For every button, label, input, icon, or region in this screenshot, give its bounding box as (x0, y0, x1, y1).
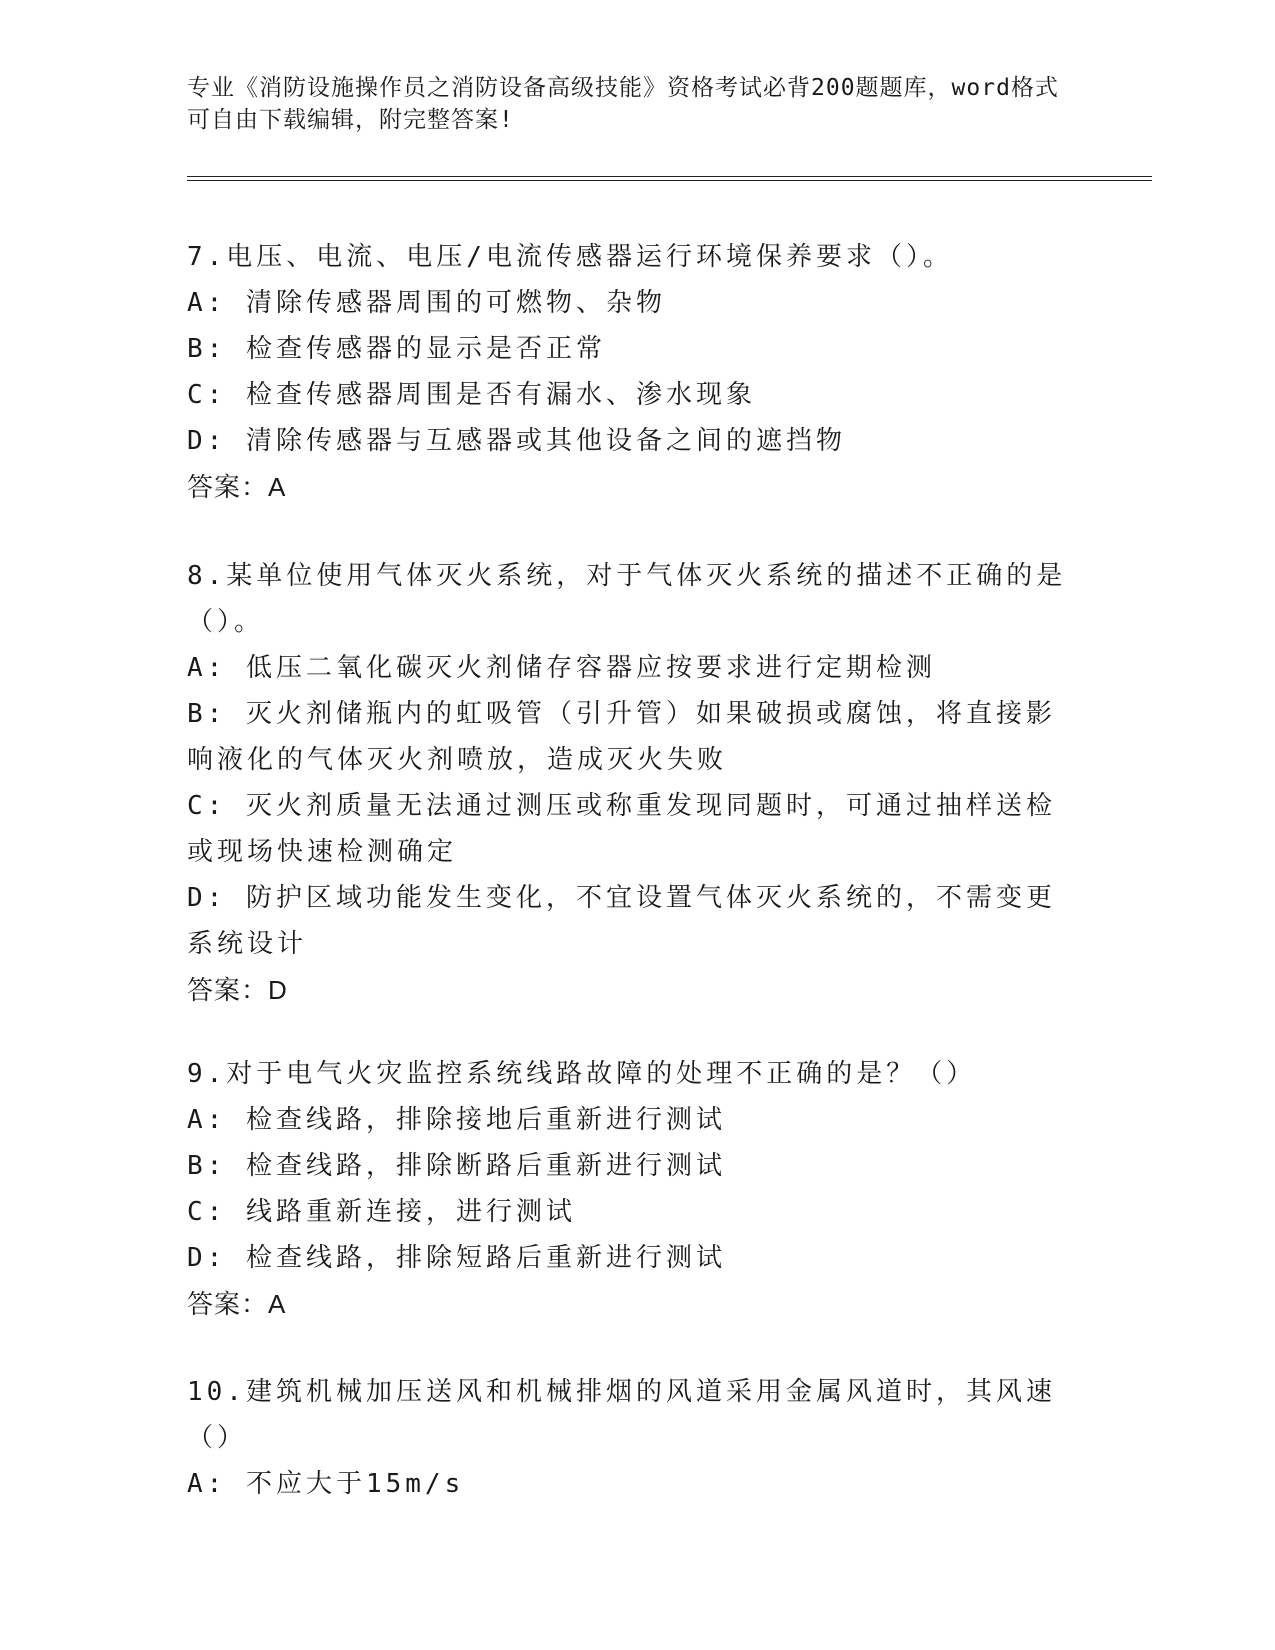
document-header (187, 72, 1077, 136)
option-b: B: 检查传感器的显示是否正常 (187, 334, 606, 364)
option-d: D: 防护区域功能发生变化，不宜设置气体灭火系统的，不需变更系统设计 (187, 883, 1056, 959)
answer: 答案：A (187, 1289, 287, 1319)
option-b: B: 检查线路，排除断路后重新进行测试 (187, 1151, 726, 1181)
header-divider-bottom (187, 180, 1152, 181)
question-stem: 10.建筑机械加压送风和机械排烟的风道采用金属风道时，其风速（） (187, 1377, 1056, 1453)
question-7 (187, 234, 1077, 510)
option-a: A: 低压二氧化碳灭火剂储存容器应按要求进行定期检测 (187, 653, 936, 683)
option-d: D: 检查线路，排除短路后重新进行测试 (187, 1243, 726, 1273)
question-9 (187, 1051, 1077, 1327)
header-divider-top (187, 176, 1152, 177)
answer: 答案：D (187, 975, 288, 1005)
question-8 (187, 553, 1077, 1013)
question-stem: 7.电压、电流、电压/电流传感器运行环境保养要求（）。 (187, 242, 953, 272)
answer: 答案：A (187, 472, 287, 502)
option-c: C: 灭火剂质量无法通过测压或称重发现同题时，可通过抽样送检或现场快速检测确定 (187, 791, 1056, 867)
option-b: B: 灭火剂储瓶内的虹吸管（引升管）如果破损或腐蚀，将直接影响液化的气体灭火剂喷放，造成灭火失败 (187, 699, 1056, 775)
option-a: A: 不应大于15m/s (187, 1469, 465, 1499)
option-d: D: 清除传感器与互感器或其他设备之间的遮挡物 (187, 426, 846, 456)
question-stem: 9.对于电气火灾监控系统线路故障的处理不正确的是？（） (187, 1059, 977, 1089)
option-a: A: 清除传感器周围的可燃物、杂物 (187, 288, 666, 318)
option-c: C: 检查传感器周围是否有漏水、渗水现象 (187, 380, 756, 410)
question-10 (187, 1369, 1077, 1507)
header-text: 专业《消防设施操作员之消防设备高级技能》资格考试必背200题题库，word格式可自由下载编辑，附完整答案! (187, 75, 1059, 133)
option-c: C: 线路重新连接，进行测试 (187, 1197, 576, 1227)
question-stem: 8.某单位使用气体灭火系统，对于气体灭火系统的描述不正确的是（）。 (187, 561, 1067, 637)
option-a: A: 检查线路，排除接地后重新进行测试 (187, 1105, 726, 1135)
